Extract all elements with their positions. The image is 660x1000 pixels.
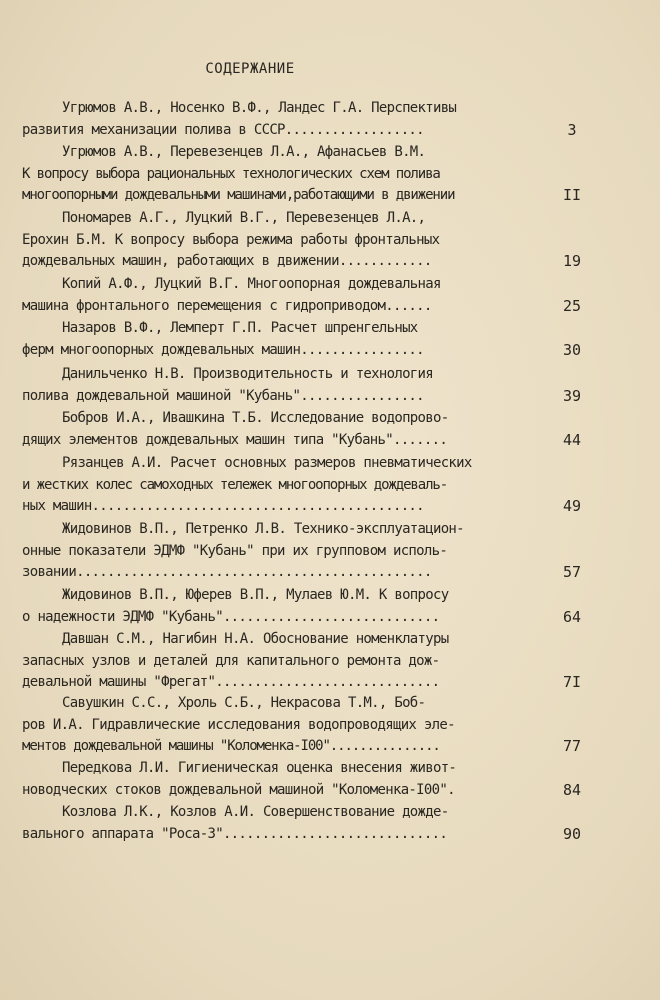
toc-line: Савушкин С.С., Хроль С.Б., Некрасова Т.М., Боб-	[62, 695, 426, 711]
toc-line: ных машин...........................................	[22, 498, 424, 515]
page-number: 77	[562, 737, 582, 756]
toc-line: зовании..............................................	[22, 564, 432, 581]
toc-line: ров И.А. Гидравлические исследования водопроводящих эле-	[22, 716, 455, 733]
toc-entry	[22, 208, 582, 273]
toc-entry	[22, 758, 582, 801]
toc-entry	[22, 364, 582, 407]
toc-line: Жидовинов В.П., Петренко Л.В. Технико-эксплуатацион-	[62, 521, 464, 537]
toc-line: ферм многоопорных дождевальных машин................	[22, 341, 424, 358]
page-number: 90	[562, 824, 582, 843]
toc-entry	[22, 629, 582, 694]
page-number: II	[562, 186, 582, 205]
toc-line: новодческих стоков дождевальной машиной "Коломенка-I00".	[22, 781, 455, 798]
toc-entry	[22, 142, 582, 207]
toc-line: Бобров И.А., Ивашкина Т.Б. Исследование водопрово-	[62, 410, 449, 426]
toc-line: и жестких колес самоходных тележек многоопорных дождеваль-	[22, 476, 448, 493]
page-number: 3	[567, 120, 577, 139]
toc-entry	[22, 802, 582, 845]
toc-line: Пономарев А.Г., Луцкий В.Г., Перевезенцев Л.А.,	[62, 210, 426, 226]
page-number: 49	[562, 497, 582, 516]
toc-line: дящих элементов дождевальных машин типа "Кубань".......	[22, 431, 448, 448]
toc-entry	[22, 98, 577, 141]
toc-line: онные показатели ЭДМФ "Кубань" при их групповом исполь-	[22, 542, 448, 559]
toc-entry	[22, 585, 582, 628]
toc-line: дождевальных машин, работающих в движении............	[22, 253, 432, 270]
toc-line: Ерохин Б.М. К вопросу выбора режима работы фронтальных	[22, 231, 440, 248]
toc-entry	[22, 453, 582, 518]
toc-line: Копий А.Ф., Луцкий В.Г. Многоопорная дождевальная	[62, 276, 441, 292]
page-number: 30	[562, 340, 582, 359]
toc-line: запасных узлов и деталей для капитального ремонта дож-	[22, 652, 440, 669]
toc-entry	[22, 519, 582, 584]
toc-line: полива дождевальной машиной "Кубань"................	[22, 387, 424, 404]
page-number: 7I	[562, 673, 582, 692]
toc-entry	[22, 408, 582, 451]
toc-line: Рязанцев А.И. Расчет основных размеров пневматических	[62, 455, 472, 471]
toc-line: Назаров В.Ф., Лемперт Г.П. Расчет шпренгельных	[62, 320, 418, 336]
toc-line: развития механизации полива в СССР..................	[22, 121, 424, 138]
toc-line: машина фронтального перемещения с гидроприводом......	[22, 297, 432, 314]
toc-line: Давшан С.М., Нагибин Н.А. Обоснование номенклатуры	[62, 631, 449, 647]
toc-line: многоопорными дождевальными машинами,работающими в движении	[22, 187, 455, 204]
toc-entry	[22, 693, 582, 758]
toc-line: Передкова Л.И. Гигиеническая оценка внесения живот-	[62, 760, 457, 776]
page-number: 44	[562, 430, 582, 449]
toc-entry	[22, 274, 582, 317]
toc-line: К вопросу выбора рациональных технологических схем полива	[22, 165, 440, 182]
toc-line: Угрюмов А.В., Перевезенцев Л.А., Афанасьев В.М.	[62, 144, 426, 160]
page-number: 57	[562, 563, 582, 582]
toc-line: девальной машины "Фрегат".............................	[22, 674, 440, 691]
toc-entry	[22, 318, 582, 361]
toc-line: Козлова Л.К., Козлов А.И. Совершенствование дожде-	[62, 804, 449, 820]
page-title: СОДЕРЖАНИЕ	[205, 61, 295, 77]
toc-line: вального аппарата "Роса-3".............................	[22, 825, 448, 842]
toc-line: Жидовинов В.П., Юферев В.П., Мулаев Ю.М. К вопросу	[62, 587, 449, 603]
toc-line: Угрюмов А.В., Носенко В.Ф., Ландес Г.А. Перспективы	[62, 100, 457, 116]
page-number: 19	[562, 252, 582, 271]
page-number: 64	[562, 607, 582, 626]
page-number: 39	[562, 386, 582, 405]
page-number: 84	[562, 780, 582, 799]
toc-line: Данильченко Н.В. Производительность и технология	[62, 366, 433, 382]
page-number: 25	[562, 296, 582, 315]
toc-line: о надежности ЭДМФ "Кубань"............................	[22, 608, 440, 625]
toc-line: ментов дождевальной машины "Коломенка-I00"...............	[22, 738, 440, 755]
